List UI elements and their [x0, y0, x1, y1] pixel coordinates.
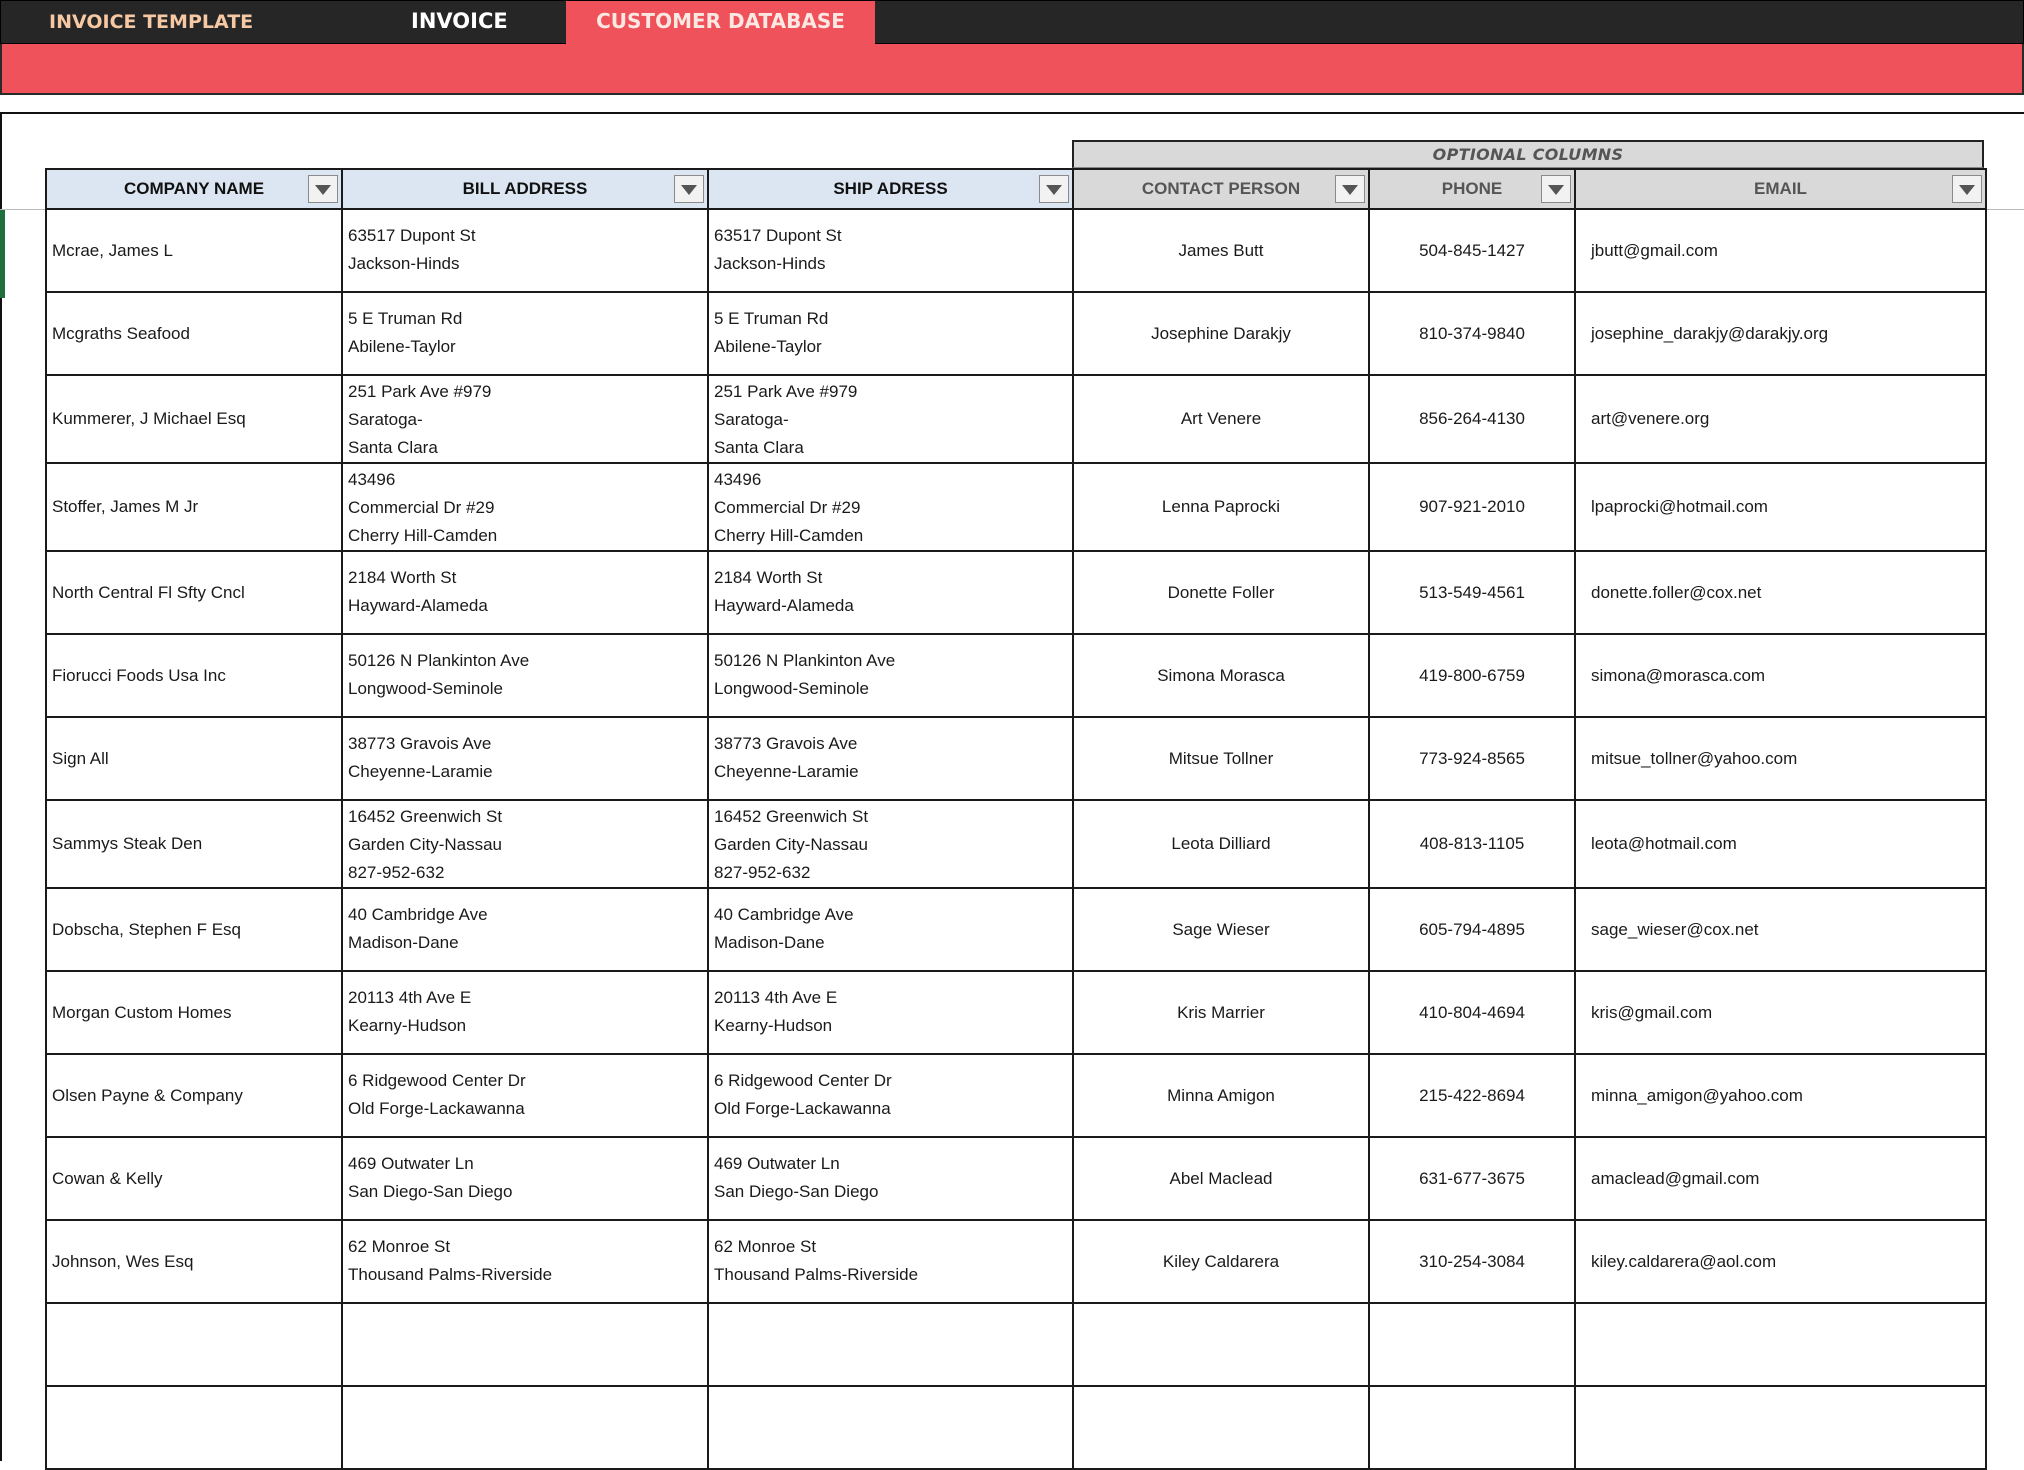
cell-bill-address[interactable]: [342, 888, 708, 971]
cell-company-name[interactable]: Sammys Steak Den: [46, 800, 342, 888]
cell-phone[interactable]: 605-794-4895: [1369, 888, 1575, 971]
address-line: 16452 Greenwich St: [348, 807, 503, 826]
address-line: 43496: [714, 470, 762, 489]
cell-company-name[interactable]: Cowan & Kelly: [46, 1137, 342, 1220]
table-row: [46, 888, 1986, 971]
cell-ship-address[interactable]: [708, 800, 1073, 888]
table-row: [46, 717, 1986, 800]
cell-bill-address[interactable]: [342, 1220, 708, 1303]
column-header-bill-address: [342, 169, 708, 209]
customer-table: [45, 168, 1987, 1470]
address-line: Cherry Hill-Camden: [714, 526, 864, 545]
address-line: Hayward-Alameda: [714, 596, 854, 615]
address-line: 827-952-632: [714, 863, 811, 882]
address-line: 2184 Worth St: [348, 568, 457, 587]
address-line: Abilene-Taylor: [714, 337, 822, 356]
cell-contact-person[interactable]: Mitsue Tollner: [1073, 717, 1369, 800]
cell-phone[interactable]: 907-921-2010: [1369, 463, 1575, 551]
cell-contact-person[interactable]: Leota Dilliard: [1073, 800, 1369, 888]
column-header-ship-address: [708, 169, 1073, 209]
address-line: Madison-Dane: [348, 933, 459, 952]
address-line: Commercial Dr #29: [714, 498, 861, 517]
cell-company-name[interactable]: Johnson, Wes Esq: [46, 1220, 342, 1303]
table-row: [46, 1054, 1986, 1137]
address-line: Abilene-Taylor: [348, 337, 456, 356]
cell-phone[interactable]: 419-800-6759: [1369, 634, 1575, 717]
column-header-label: BILL ADDRESS: [462, 179, 588, 198]
table-row: [46, 971, 1986, 1054]
address-line: Garden City-Nassau: [348, 835, 503, 854]
cell-company-name[interactable]: Fiorucci Foods Usa Inc: [46, 634, 342, 717]
cell-phone[interactable]: 504-845-1427: [1369, 209, 1575, 292]
cell-company-name[interactable]: Kummerer, J Michael Esq: [46, 375, 342, 463]
cell-email[interactable]: lpaprocki@hotmail.com: [1575, 463, 1986, 551]
address-line: 827-952-632: [348, 863, 445, 882]
cell-contact-person[interactable]: [1073, 1303, 1369, 1386]
cell-ship-address[interactable]: [708, 463, 1073, 551]
address-line: Longwood-Seminole: [348, 679, 503, 698]
filter-dropdown-icon[interactable]: [1039, 175, 1069, 203]
customer-table-container: [45, 168, 1985, 1470]
address-line: 6 Ridgewood Center Dr: [714, 1071, 892, 1090]
cell-email[interactable]: leota@hotmail.com: [1575, 800, 1986, 888]
cell-contact-person[interactable]: Josephine Darakjy: [1073, 292, 1369, 375]
cell-company-name[interactable]: [46, 1303, 342, 1386]
table-row: [46, 209, 1986, 292]
address-line: Old Forge-Lackawanna: [714, 1099, 891, 1118]
address-line: 50126 N Plankinton Ave: [714, 651, 896, 670]
cell-company-name[interactable]: [46, 1386, 342, 1469]
address-line: Kearny-Hudson: [714, 1016, 833, 1035]
header-band: [0, 44, 2024, 95]
cell-company-name[interactable]: Dobscha, Stephen F Esq: [46, 888, 342, 971]
address-line: Thousand Palms-Riverside: [714, 1265, 919, 1284]
table-row: [46, 1303, 1986, 1386]
cell-contact-person[interactable]: Lenna Paprocki: [1073, 463, 1369, 551]
cell-ship-address[interactable]: [708, 375, 1073, 463]
address-line: Commercial Dr #29: [348, 498, 495, 517]
cell-ship-address[interactable]: [708, 1054, 1073, 1137]
cell-bill-address[interactable]: [342, 1054, 708, 1137]
cell-phone[interactable]: [1369, 1386, 1575, 1469]
column-header-contact-person: [1073, 169, 1369, 209]
cell-email[interactable]: simona@morasca.com: [1575, 634, 1986, 717]
cell-bill-address[interactable]: [342, 292, 708, 375]
cell-phone[interactable]: 408-813-1105: [1369, 800, 1575, 888]
cell-bill-address[interactable]: [342, 375, 708, 463]
table-header-row: [46, 169, 1986, 209]
cell-ship-address[interactable]: [708, 1220, 1073, 1303]
table-body: [46, 209, 1986, 1469]
table-row: [46, 292, 1986, 375]
address-line: Hayward-Alameda: [348, 596, 488, 615]
address-line: 20113 4th Ave E: [714, 988, 838, 1007]
cell-ship-address[interactable]: [708, 1303, 1073, 1386]
cell-contact-person[interactable]: [1073, 1386, 1369, 1469]
cell-company-name[interactable]: Sign All: [46, 717, 342, 800]
cell-email[interactable]: [1575, 1386, 1986, 1469]
cell-ship-address[interactable]: [708, 1386, 1073, 1469]
table-row: [46, 1220, 1986, 1303]
cell-company-name[interactable]: Stoffer, James M Jr: [46, 463, 342, 551]
cell-contact-person[interactable]: Sage Wieser: [1073, 888, 1369, 971]
address-line: San Diego-San Diego: [714, 1182, 879, 1201]
column-header-email: [1575, 169, 1986, 209]
row-selection-marker: [0, 210, 5, 298]
address-line: 40 Cambridge Ave: [714, 905, 854, 924]
cell-phone[interactable]: 410-804-4694: [1369, 971, 1575, 1054]
cell-ship-address[interactable]: [708, 634, 1073, 717]
filter-dropdown-icon[interactable]: [1541, 175, 1571, 203]
column-header-label: EMAIL: [1754, 179, 1807, 198]
cell-contact-person[interactable]: Art Venere: [1073, 375, 1369, 463]
address-line: Cheyenne-Laramie: [714, 762, 859, 781]
filter-dropdown-icon[interactable]: [1335, 175, 1365, 203]
cell-contact-person[interactable]: Donette Foller: [1073, 551, 1369, 634]
cell-phone[interactable]: 310-254-3084: [1369, 1220, 1575, 1303]
cell-phone[interactable]: 513-549-4561: [1369, 551, 1575, 634]
cell-email[interactable]: mitsue_tollner@yahoo.com: [1575, 717, 1986, 800]
address-line: Saratoga-: [348, 410, 423, 429]
cell-phone[interactable]: [1369, 1303, 1575, 1386]
column-header-label: CONTACT PERSON: [1141, 179, 1301, 198]
address-line: 251 Park Ave #979: [714, 382, 858, 401]
cell-ship-address[interactable]: [708, 209, 1073, 292]
cell-bill-address[interactable]: [342, 209, 708, 292]
address-line: Jackson-Hinds: [714, 254, 826, 273]
cell-contact-person[interactable]: Kris Marrier: [1073, 971, 1369, 1054]
table-row: [46, 463, 1986, 551]
address-line: Jackson-Hinds: [348, 254, 460, 273]
sheet-tab-bar: [0, 0, 2024, 44]
address-line: Garden City-Nassau: [714, 835, 869, 854]
cell-company-name[interactable]: Mcrae, James L: [46, 209, 342, 292]
cell-bill-address[interactable]: [342, 634, 708, 717]
cell-ship-address[interactable]: [708, 717, 1073, 800]
address-line: Kearny-Hudson: [348, 1016, 467, 1035]
address-line: San Diego-San Diego: [348, 1182, 513, 1201]
address-line: 469 Outwater Ln: [348, 1154, 474, 1173]
address-line: 62 Monroe St: [348, 1237, 451, 1256]
tab-invoice[interactable]: INVOICE: [411, 9, 508, 33]
cell-contact-person[interactable]: Minna Amigon: [1073, 1054, 1369, 1137]
address-line: 2184 Worth St: [714, 568, 823, 587]
cell-email[interactable]: donette.foller@cox.net: [1575, 551, 1986, 634]
cell-bill-address[interactable]: [342, 551, 708, 634]
cell-phone[interactable]: 810-374-9840: [1369, 292, 1575, 375]
cell-company-name[interactable]: North Central Fl Sfty Cncl: [46, 551, 342, 634]
address-line: 251 Park Ave #979: [348, 382, 492, 401]
cell-company-name[interactable]: Olsen Payne & Company: [46, 1054, 342, 1137]
address-line: Thousand Palms-Riverside: [348, 1265, 553, 1284]
table-row: [46, 1137, 1986, 1220]
address-line: Santa Clara: [348, 438, 438, 457]
address-line: 62 Monroe St: [714, 1237, 817, 1256]
cell-ship-address[interactable]: [708, 888, 1073, 971]
table-row: [46, 551, 1986, 634]
cell-ship-address[interactable]: [708, 1137, 1073, 1220]
address-line: 5 E Truman Rd: [714, 309, 829, 328]
cell-bill-address[interactable]: [342, 463, 708, 551]
filter-dropdown-icon[interactable]: [308, 175, 338, 203]
column-header-label: PHONE: [1441, 179, 1503, 198]
address-line: 63517 Dupont St: [348, 226, 476, 245]
address-line: 20113 4th Ave E: [348, 988, 472, 1007]
column-header-phone: [1369, 169, 1575, 209]
cell-contact-person[interactable]: Simona Morasca: [1073, 634, 1369, 717]
address-line: 43496: [348, 470, 396, 489]
cell-bill-address[interactable]: [342, 717, 708, 800]
column-header-company-name: [46, 169, 342, 209]
optional-columns-label: OPTIONAL COLUMNS: [1072, 140, 1984, 168]
cell-ship-address[interactable]: [708, 551, 1073, 634]
address-line: 16452 Greenwich St: [714, 807, 869, 826]
filter-dropdown-icon[interactable]: [674, 175, 704, 203]
cell-ship-address[interactable]: [708, 971, 1073, 1054]
cell-email[interactable]: kiley.caldarera@aol.com: [1575, 1220, 1986, 1303]
address-line: 469 Outwater Ln: [714, 1154, 840, 1173]
cell-contact-person[interactable]: James Butt: [1073, 209, 1369, 292]
filter-dropdown-icon[interactable]: [1952, 175, 1982, 203]
cell-bill-address[interactable]: [342, 800, 708, 888]
cell-ship-address[interactable]: [708, 292, 1073, 375]
cell-email[interactable]: josephine_darakjy@darakjy.org: [1575, 292, 1986, 375]
cell-phone[interactable]: 856-264-4130: [1369, 375, 1575, 463]
address-line: 6 Ridgewood Center Dr: [348, 1071, 526, 1090]
cell-phone[interactable]: 631-677-3675: [1369, 1137, 1575, 1220]
cell-email[interactable]: art@venere.org: [1575, 375, 1986, 463]
table-row: [46, 1386, 1986, 1469]
column-header-label: SHIP ADRESS: [833, 179, 948, 198]
cell-bill-address[interactable]: [342, 1386, 708, 1469]
cell-email[interactable]: sage_wieser@cox.net: [1575, 888, 1986, 971]
cell-phone[interactable]: 773-924-8565: [1369, 717, 1575, 800]
address-line: 38773 Gravois Ave: [714, 734, 858, 753]
cell-email[interactable]: amaclead@gmail.com: [1575, 1137, 1986, 1220]
column-header-label: COMPANY NAME: [123, 179, 265, 198]
cell-email[interactable]: jbutt@gmail.com: [1575, 209, 1986, 292]
cell-email[interactable]: [1575, 1303, 1986, 1386]
cell-contact-person[interactable]: Kiley Caldarera: [1073, 1220, 1369, 1303]
table-row: [46, 800, 1986, 888]
address-line: Saratoga-: [714, 410, 789, 429]
cell-phone[interactable]: 215-422-8694: [1369, 1054, 1575, 1137]
table-row: [46, 375, 1986, 463]
cell-bill-address[interactable]: [342, 1137, 708, 1220]
address-line: Cheyenne-Laramie: [348, 762, 493, 781]
cell-bill-address[interactable]: [342, 971, 708, 1054]
tab-customer-database[interactable]: CUSTOMER DATABASE: [566, 1, 875, 47]
cell-email[interactable]: minna_amigon@yahoo.com: [1575, 1054, 1986, 1137]
address-line: Cherry Hill-Camden: [348, 526, 498, 545]
address-line: 40 Cambridge Ave: [348, 905, 488, 924]
cell-email[interactable]: kris@gmail.com: [1575, 971, 1986, 1054]
address-line: Longwood-Seminole: [714, 679, 869, 698]
address-line: 38773 Gravois Ave: [348, 734, 492, 753]
cell-company-name[interactable]: Morgan Custom Homes: [46, 971, 342, 1054]
cell-bill-address[interactable]: [342, 1303, 708, 1386]
cell-company-name[interactable]: Mcgraths Seafood: [46, 292, 342, 375]
address-line: Old Forge-Lackawanna: [348, 1099, 525, 1118]
address-line: 63517 Dupont St: [714, 226, 842, 245]
address-line: Santa Clara: [714, 438, 804, 457]
table-row: [46, 634, 1986, 717]
address-line: 5 E Truman Rd: [348, 309, 463, 328]
address-line: 50126 N Plankinton Ave: [348, 651, 530, 670]
address-line: Madison-Dane: [714, 933, 825, 952]
tab-invoice-template[interactable]: INVOICE TEMPLATE: [49, 11, 254, 33]
cell-contact-person[interactable]: Abel Maclead: [1073, 1137, 1369, 1220]
